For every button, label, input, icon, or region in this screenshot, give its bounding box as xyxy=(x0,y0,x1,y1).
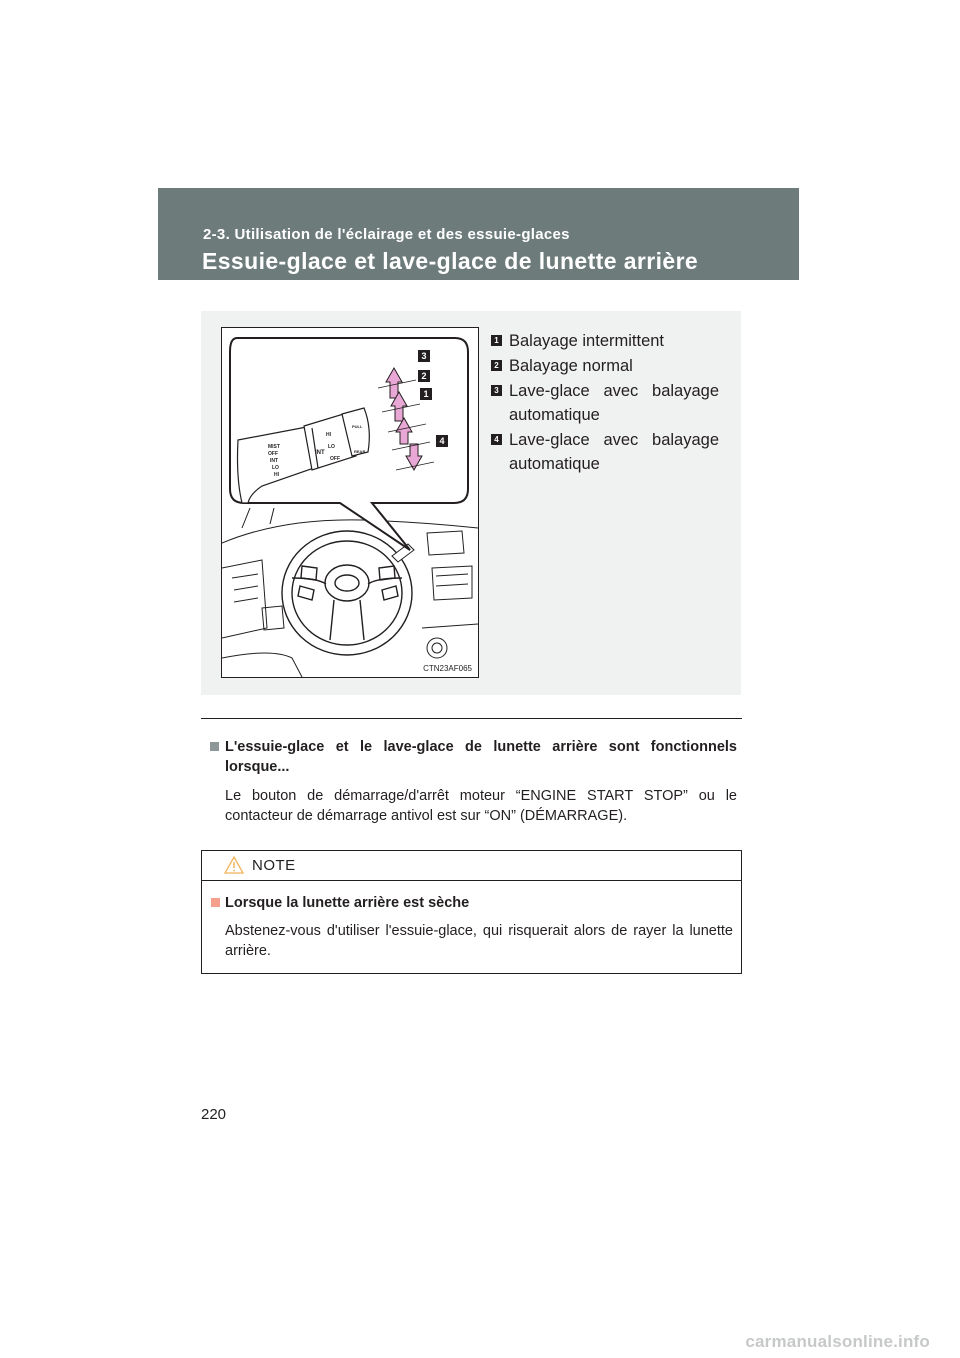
stalk-label-int: INT xyxy=(270,458,279,464)
stalk-rear-hi: HI xyxy=(326,432,331,438)
stalk-band-int: INT xyxy=(315,450,325,456)
legend-item-1 xyxy=(491,329,719,353)
stalk-label-hi: HI xyxy=(274,472,279,478)
legend-item-2 xyxy=(491,354,719,378)
figure-panel xyxy=(201,311,741,695)
stalk-rear-off: OFF xyxy=(330,456,340,462)
legend-text-3-line2: automatique xyxy=(509,406,600,424)
legend-item-4 xyxy=(491,428,719,476)
note-box xyxy=(201,850,742,974)
square-bullet-icon xyxy=(211,898,220,907)
divider xyxy=(201,718,742,719)
note-body: Abstenez-vous d'utiliser l'essuie-glace, qui risquerait alors de rayer la lunette arrière. xyxy=(225,923,733,959)
note-label: NOTE xyxy=(252,857,296,874)
warning-icon xyxy=(224,856,244,874)
legend-number-4: 4 xyxy=(491,434,502,445)
stalk-rear-lo: LO xyxy=(328,444,335,450)
stalk-pull: PULL xyxy=(352,424,363,429)
info-body: Le bouton de démarrage/d'arrêt moteur “ENGINE START STOP” ou le contacteur de démarrage antivol est sur “ON” (DÉMARRAGE). xyxy=(225,788,737,824)
legend-text-3-line1: Lave-glace avec balayage xyxy=(509,382,719,400)
figure-code: CTN23AF065 xyxy=(423,664,472,673)
callout-1: 1 xyxy=(423,389,429,399)
stalk-label-mist: MIST xyxy=(268,444,280,450)
legend-number-3: 3 xyxy=(491,385,502,396)
legend-item-3 xyxy=(491,379,719,427)
wiper-illustration xyxy=(221,327,479,678)
note-heading xyxy=(211,893,733,913)
info-section xyxy=(210,737,737,826)
legend-number-1: 1 xyxy=(491,335,502,346)
callout-4: 4 xyxy=(439,436,445,446)
watermark: carmanualsonline.info xyxy=(745,1332,930,1351)
legend-text-4-line2: automatique xyxy=(509,455,600,473)
legend xyxy=(491,329,719,477)
callout-2: 2 xyxy=(421,371,427,381)
section-header xyxy=(158,188,799,280)
note-heading-text: Lorsque la lunette arrière est sèche xyxy=(225,895,470,911)
legend-text-4-line1: Lave-glace avec balayage xyxy=(509,431,719,449)
page-number: 220 xyxy=(201,1106,227,1123)
stalk-label-lo: LO xyxy=(272,465,279,471)
square-bullet-icon xyxy=(210,742,219,751)
note-header xyxy=(202,851,741,881)
callout-3: 3 xyxy=(421,351,427,361)
info-heading xyxy=(210,737,737,777)
stalk-rear: REAR xyxy=(354,449,366,454)
info-heading-text: L'essuie-glace et le lave-glace de lunette arrière sont fonctionnels lorsque... xyxy=(225,739,737,775)
page-title: Essuie-glace et lave-glace de lunette arrière xyxy=(202,248,699,274)
section-title: 2-3. Utilisation de l'éclairage et des essuie-glaces xyxy=(203,226,570,243)
stalk-label-off: OFF xyxy=(268,451,278,457)
note-content xyxy=(202,881,741,961)
legend-text-1: Balayage intermittent xyxy=(509,332,665,350)
legend-number-2: 2 xyxy=(491,360,502,371)
dashboard-drawing xyxy=(222,328,478,677)
legend-text-2: Balayage normal xyxy=(509,357,633,375)
